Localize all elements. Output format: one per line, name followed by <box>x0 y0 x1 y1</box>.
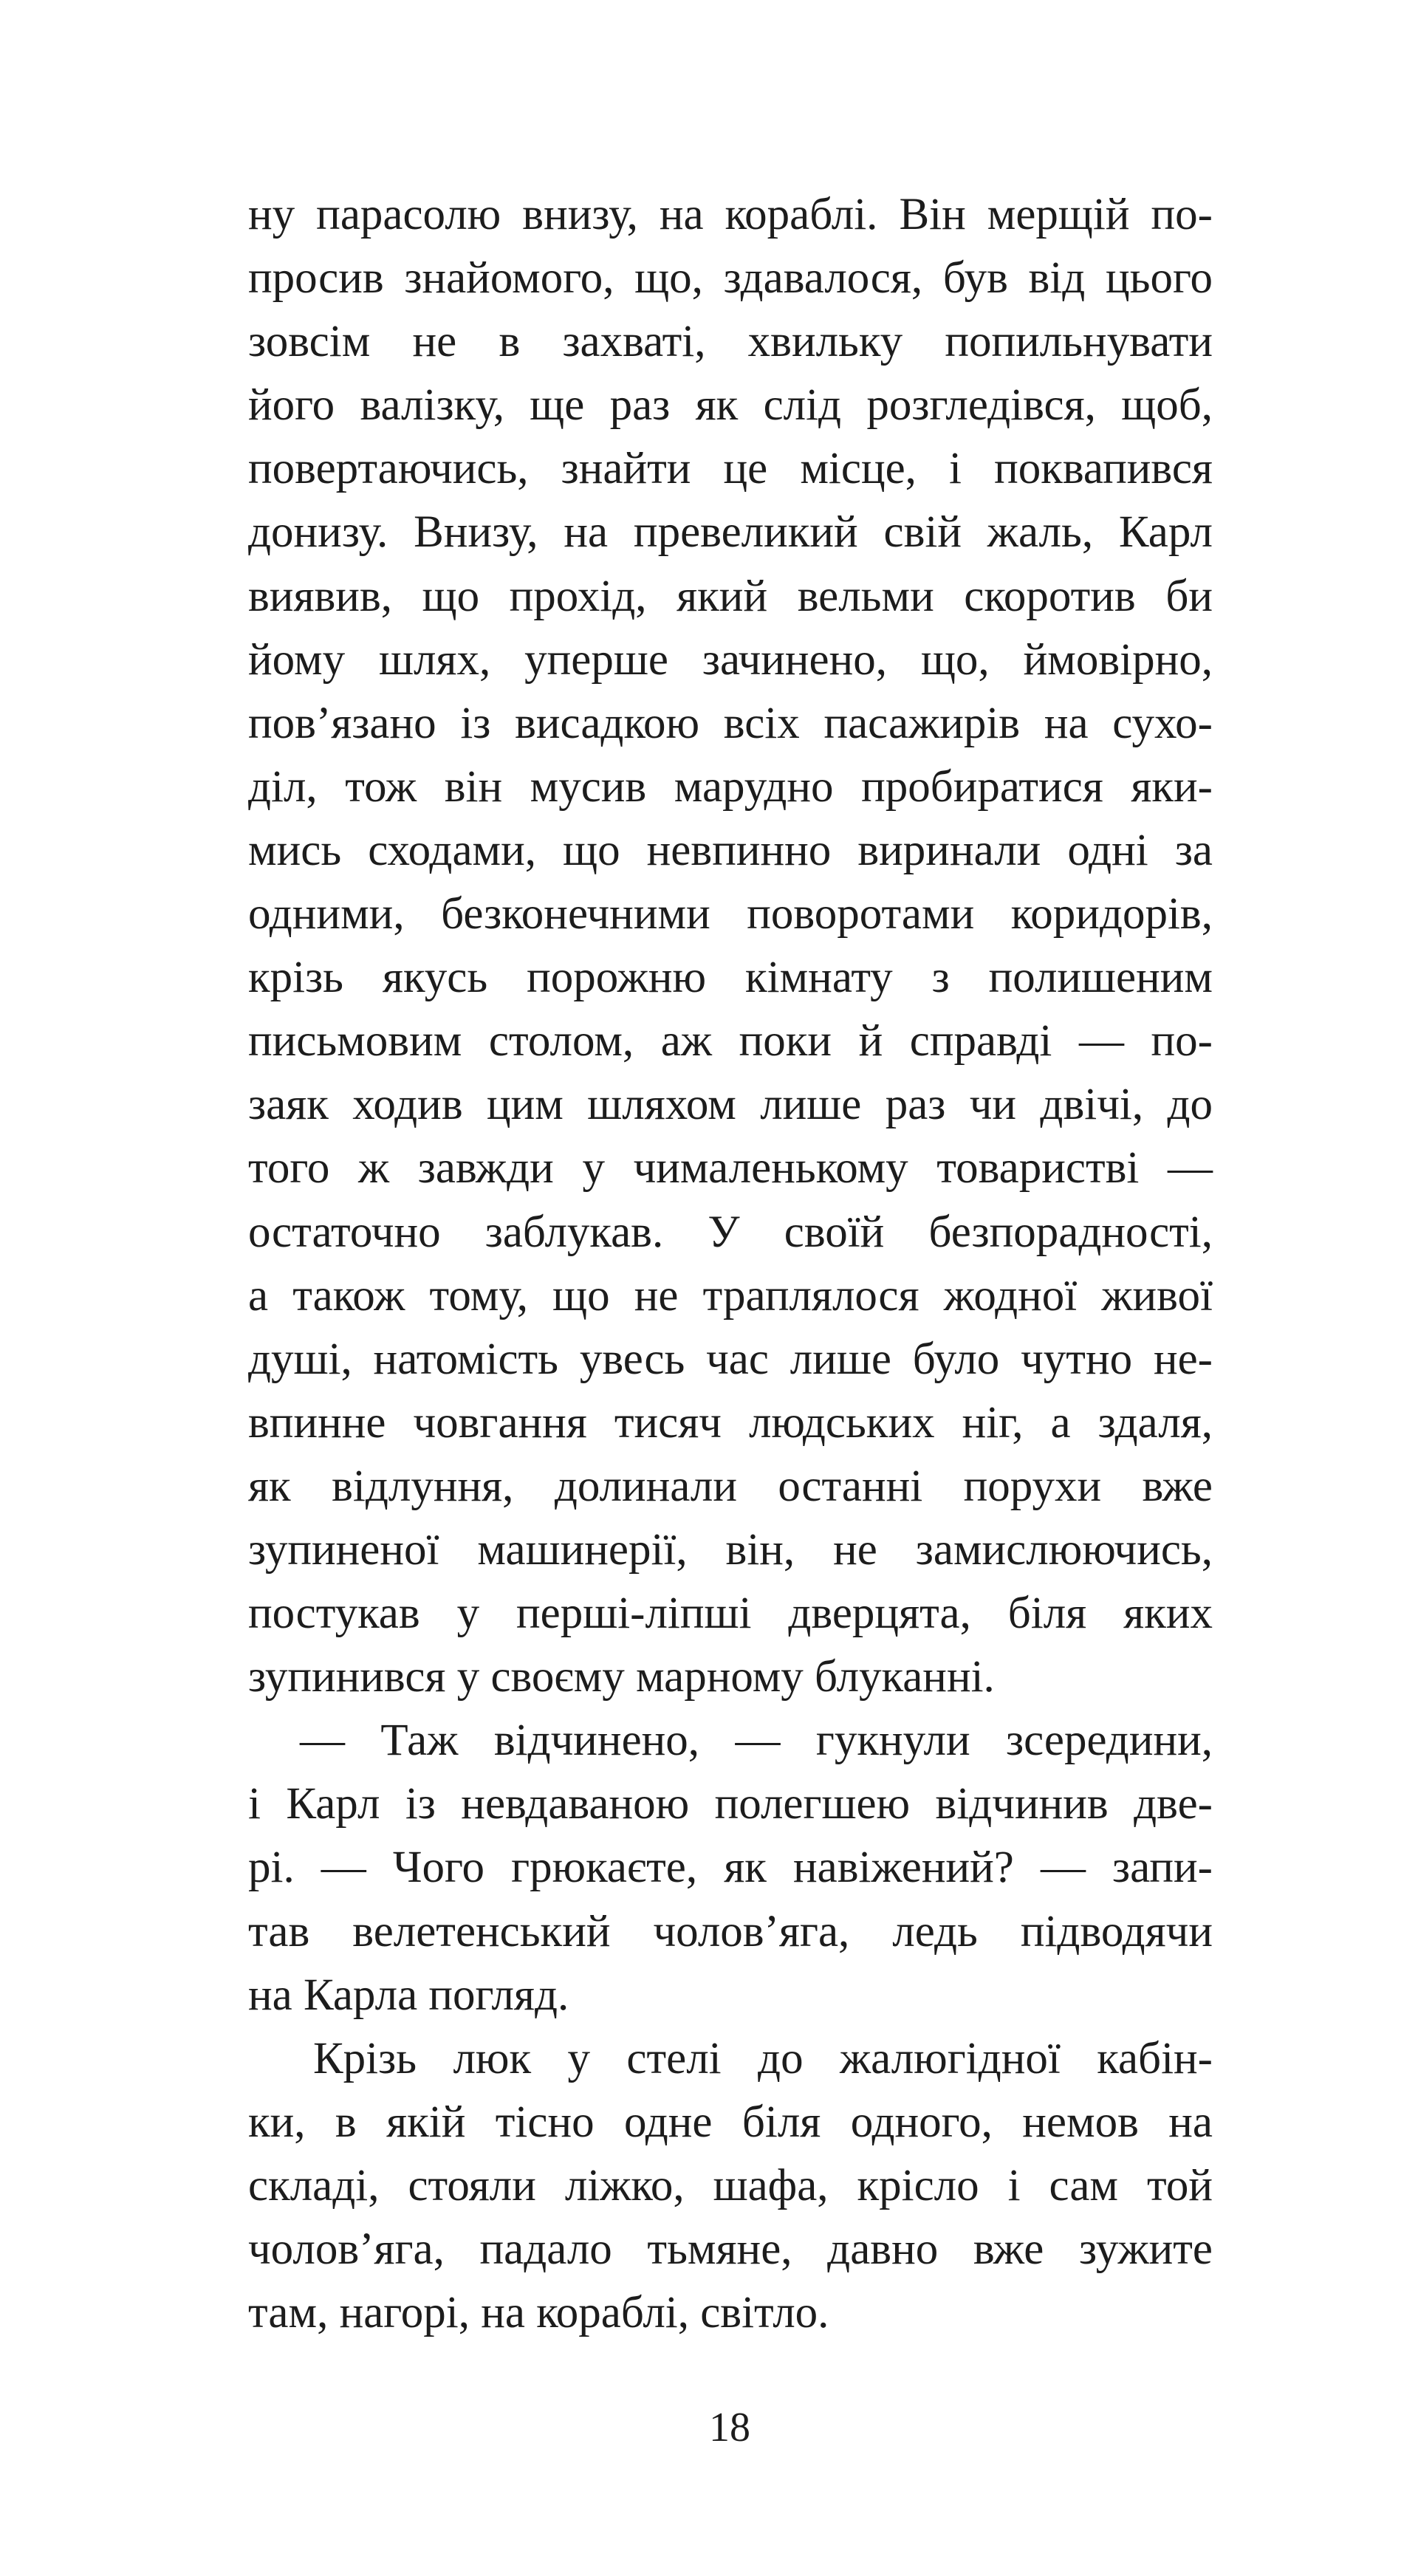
text-line: чолов’яга, падало тьмяне, давно вже зужите <box>248 2224 1213 2274</box>
text-line: а також тому, що не траплялося жодної живої <box>248 1270 1213 1320</box>
text-line: складі, стояли ліжко, шафа, крісло і сам той <box>248 2160 1213 2210</box>
text-line: повертаючись, знайти це місце, і поквапився <box>248 444 1213 494</box>
text-line: крізь якусь порожню кімнату з полишеним <box>248 953 1213 1003</box>
text-line: письмовим столом, аж поки й справді — по- <box>248 1016 1213 1066</box>
text-line: як відлуння, долинали останні порухи вже <box>248 1461 1213 1511</box>
text-line: ну парасолю внизу, на кораблі. Він мерщій по- <box>248 190 1213 239</box>
text-line: діл, тож він мусив марудно пробиратися яки- <box>248 761 1213 812</box>
text-line: його валізку, ще раз як слід розгледівся, щоб, <box>248 380 1213 431</box>
text-line: донизу. Внизу, на превеликий свій жаль, Карл <box>248 507 1213 558</box>
text-line: остаточно заблукав. У своїй безпорадності, <box>248 1207 1213 1257</box>
paragraph-2-dialogue <box>248 1709 1213 2027</box>
text-line: зупинився у своєму марному блуканні. <box>248 1652 995 1702</box>
paragraph-3 <box>248 2027 1213 2345</box>
text-line: там, нагорі, на кораблі, світло. <box>248 2288 829 2338</box>
text-line: виявив, що прохід, який вельми скоротив би <box>248 571 1213 621</box>
text-line: зупиненої машинерії, він, не замислюючись, <box>248 1524 1213 1575</box>
body-text <box>248 183 1213 2345</box>
text-line: просив знайомого, що, здавалося, був від цього <box>248 253 1213 304</box>
text-line: одними, безконечними поворотами коридорів, <box>248 889 1213 939</box>
text-line: душі, натомість увесь час лише було чутно не- <box>248 1334 1213 1384</box>
text-line: ки, в якій тісно одне біля одного, немов на <box>248 2097 1213 2147</box>
text-line: і Карл із невдаваною полегшею відчинив две- <box>248 1779 1213 1829</box>
page-number: 18 <box>709 2405 750 2450</box>
text-line: пов’язано із висадкою всіх пасажирів на сухо- <box>248 698 1213 748</box>
paragraph-1 <box>248 183 1213 1709</box>
text-line: Крізь люк у стелі до жалюгідної кабін- <box>313 2033 1213 2083</box>
text-line: зовсім не в захваті, хвильку попильнувати <box>248 317 1213 367</box>
text-line: — Таж відчинено, — гукнули зсередини, <box>300 1716 1213 1766</box>
text-line: впинне човгання тисяч людських ніг, а здаля, <box>248 1397 1213 1448</box>
text-line: тав велетенський чолов’яга, ледь підводячи <box>248 1906 1213 1956</box>
text-line: мись сходами, що невпинно виринали одні за <box>248 825 1213 875</box>
text-line: заяк ходив цим шляхом лише раз чи двічі, до <box>248 1080 1213 1130</box>
text-line: постукав у перші-ліпші дверцята, біля яких <box>248 1589 1213 1639</box>
text-line: рі. — Чого грюкаєте, як навіжений? — запи- <box>248 1843 1213 1893</box>
text-line: йому шлях, уперше зачинено, що, ймовірно, <box>248 634 1213 685</box>
text-line: на Карла погляд. <box>248 1970 569 2020</box>
text-line: того ж завжди у чималенькому товаристві — <box>248 1143 1213 1193</box>
